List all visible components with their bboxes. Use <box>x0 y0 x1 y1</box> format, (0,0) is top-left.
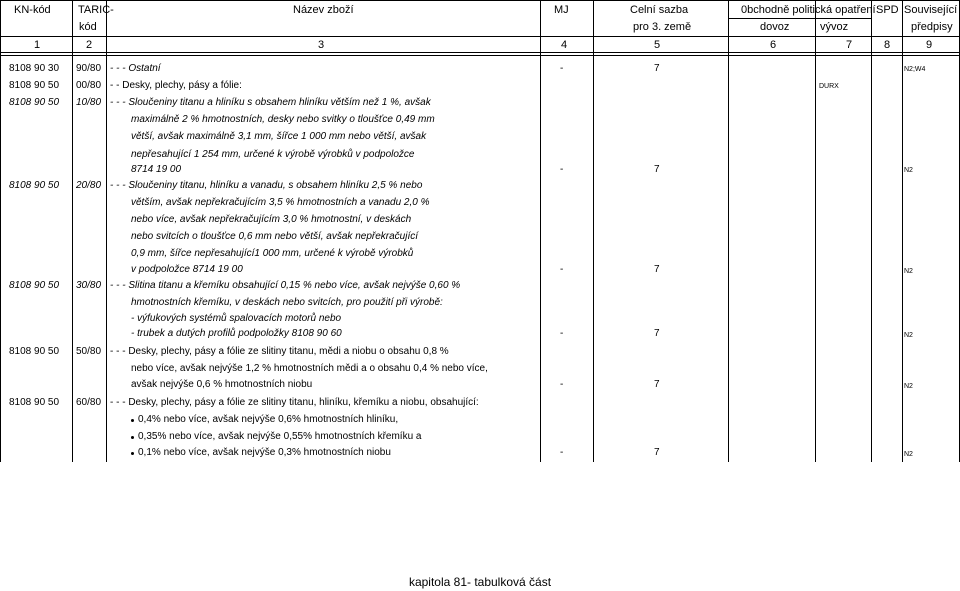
bullet-icon <box>131 436 134 439</box>
row-3-kn: 8108 90 50 <box>9 180 60 191</box>
row-6-line-3: 0,1% nebo více, avšak nejvýše 0,3% hmotnostních niobu <box>138 447 391 458</box>
col-number-5: 5 <box>654 39 661 51</box>
row-2-kn: 8108 90 50 <box>9 97 60 108</box>
row-4-kn: 8108 90 50 <box>9 280 60 291</box>
header-dovoz: dovoz <box>760 21 790 33</box>
header-predpisy: předpisy <box>911 21 953 33</box>
row-6-line-1: 0,4% nebo více, avšak nejvýše 0,6% hmotnostních hliníku, <box>138 414 399 425</box>
col-border-5 <box>728 0 729 462</box>
row-1-kn: 8108 90 50 <box>9 80 60 91</box>
row-3-line-2: nebo více, avšak nepřekračujícím 3,0 % hmotnostní, v deskách <box>131 214 412 225</box>
col-border-4 <box>593 0 594 462</box>
row-4-line-1: hmotnostních křemíku, v deskách nebo svitcích, pro použití při výrobě: <box>131 297 443 308</box>
row-3-line-1: větším, avšak nepřekračujícím 3,5 % hmotnostních a vanadu 2,0 % <box>131 197 430 208</box>
header-celni: Celní sazba <box>630 4 689 16</box>
col-number-1: 1 <box>34 39 41 51</box>
row-3-line-3: nebo svitcích o tloušťce 0,6 mm nebo větší, avšak nepřekračující <box>131 231 419 242</box>
row-2-predpisy: N2 <box>904 167 913 174</box>
row-3-line-5: v podpoložce 8714 19 00 <box>131 264 243 275</box>
header-numbers-top-border <box>0 36 960 37</box>
row-6-line-0: - - - Desky, plechy, pásy a fólie ze slitiny titanu, hliníku, křemíku a niobu, obsahující: <box>110 397 479 408</box>
row-2-line-2: větší, avšak maximálně 3,1 mm, šířce 1 000 mm nebo větší, avšak <box>131 131 427 142</box>
row-6-line-2: 0,35% nebo více, avšak nejvýše 0,55% hmotnostních křemíku a <box>138 431 422 442</box>
row-1-line-0: - - Desky, plechy, pásy a fólie: <box>110 80 242 91</box>
row-3-taric: 20/80 <box>76 180 102 191</box>
row-0-kn: 8108 90 30 <box>9 63 60 74</box>
col-border-2 <box>106 0 107 462</box>
header-nazev: Název zboží <box>293 4 354 16</box>
row-5-mj: - <box>560 379 564 390</box>
row-5-line-1: nebo více, avšak nejvýše 1,2 % hmotnostních mědi a o obsahu 0,4 % nebo více, <box>131 363 488 374</box>
header-bottom-border <box>0 52 960 53</box>
row-3-line-4: 0,9 mm, šířce nepřesahující1 000 mm, určené k výrobě výrobků <box>131 248 414 259</box>
obchodne-subheader-line <box>728 18 871 19</box>
row-4-mj: - <box>560 328 564 339</box>
row-5-line-0: - - - Desky, plechy, pásy a fólie ze slitiny titanu, mědi a niobu o obsahu 0,8 % <box>110 346 449 357</box>
bullet-icon <box>131 419 134 422</box>
col-border-0 <box>0 0 1 462</box>
header-vyvoz: vývoz <box>820 21 849 33</box>
header-kn: KN-kód <box>14 4 51 16</box>
row-3-sazba: 7 <box>654 264 660 275</box>
row-2-taric: 10/80 <box>76 97 102 108</box>
row-4-sazba: 7 <box>654 328 660 339</box>
header-souvisejici: Související <box>904 4 958 16</box>
row-4-taric: 30/80 <box>76 280 102 291</box>
row-2-line-3: nepřesahující 1 254 mm, určené k výrobě výrobků v podpoložce <box>131 149 415 160</box>
col-border-1 <box>72 0 73 462</box>
page-footer: kapitola 81- tabulková část <box>408 575 552 589</box>
col-border-6 <box>815 0 816 462</box>
col-border-8 <box>902 0 903 462</box>
bullet-icon <box>131 452 134 455</box>
row-0-mj: - <box>560 63 564 74</box>
col-number-7: 7 <box>846 39 853 51</box>
row-2-line-4: 8714 19 00 <box>131 164 182 175</box>
row-6-taric: 60/80 <box>76 397 102 408</box>
col-border-3 <box>540 0 541 462</box>
col-number-4: 4 <box>561 39 568 51</box>
col-number-9: 9 <box>926 39 933 51</box>
row-2-mj: - <box>560 164 564 175</box>
header-celni-pro: pro 3. země <box>633 21 692 33</box>
header-bottom-border-2 <box>0 55 960 56</box>
row-2-line-1: maximálně 2 % hmotnostních, desky nebo svitky o tloušťce 0,49 mm <box>131 114 435 125</box>
row-4-line-0: - - - Slitina titanu a křemíku obsahující 0,15 % nebo více, avšak nejvýše 0,60 % <box>110 280 461 291</box>
header-taric: TARIC- <box>78 4 114 16</box>
row-3-line-0: - - - Sloučeniny titanu, hliníku a vanadu, s obsahem hliníku 2,5 % nebo <box>110 180 423 191</box>
col-number-2: 2 <box>86 39 93 51</box>
header-top-border <box>0 0 960 1</box>
header-obchodne: 0bchodně politická opatření <box>741 4 876 16</box>
row-1-dovoz: DURX <box>819 83 839 90</box>
row-2-line-0: - - - Sloučeniny titanu a hliníku s obsahem hliníku větším než 1 %, avšak <box>110 97 431 108</box>
col-number-3: 3 <box>318 39 325 51</box>
row-0-taric: 90/80 <box>76 63 102 74</box>
col-border-7 <box>871 0 872 462</box>
row-3-predpisy: N2 <box>904 268 913 275</box>
header-taric-kod: kód <box>79 21 97 33</box>
header-spd: SPD <box>876 4 899 16</box>
header-mj: MJ <box>554 4 569 16</box>
row-6-kn: 8108 90 50 <box>9 397 60 408</box>
row-4-line-2: - výfukových systémů spalovacích motorů nebo <box>131 313 342 324</box>
row-5-line-2: avšak nejvýše 0,6 % hmotnostních niobu <box>131 379 313 390</box>
row-3-mj: - <box>560 264 564 275</box>
row-0-predpisy: N2;W4 <box>904 66 926 73</box>
row-5-sazba: 7 <box>654 379 660 390</box>
row-5-taric: 50/80 <box>76 346 102 357</box>
row-4-line-3: - trubek a dutých profilů podpoložky 8108 90 60 <box>131 328 342 339</box>
row-2-sazba: 7 <box>654 164 660 175</box>
row-5-kn: 8108 90 50 <box>9 346 60 357</box>
col-number-8: 8 <box>884 39 891 51</box>
row-0-line-0: - - - Ostatní <box>110 63 161 74</box>
row-4-predpisy: N2 <box>904 332 913 339</box>
row-6-sazba: 7 <box>654 447 660 458</box>
row-6-predpisy: N2 <box>904 451 913 458</box>
row-5-predpisy: N2 <box>904 383 913 390</box>
col-number-6: 6 <box>770 39 777 51</box>
row-0-sazba: 7 <box>654 63 660 74</box>
row-6-mj: - <box>560 447 564 458</box>
row-1-taric: 00/80 <box>76 80 102 91</box>
